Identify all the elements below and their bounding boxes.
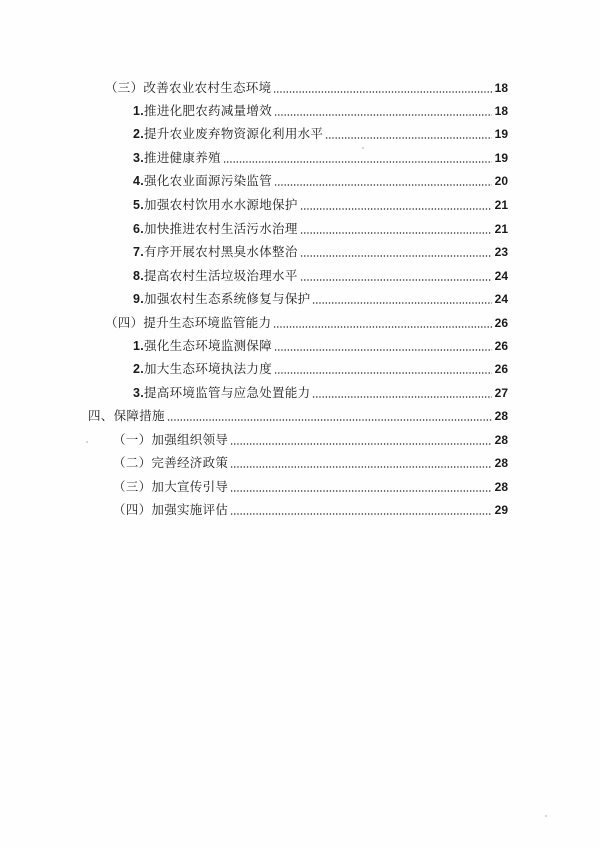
dot-leader: [312, 302, 492, 304]
toc-entry-label: 提升农业废弃物资源化利用水平: [144, 126, 324, 141]
toc-entry-label: 提高农村生活垃圾治理水平: [144, 268, 298, 283]
toc-entry-subsection[interactable]: [133, 100, 508, 122]
dot-leader: [230, 513, 492, 515]
toc-page-number: 29: [494, 503, 508, 517]
toc-entry-subsection[interactable]: [133, 288, 508, 310]
toc-entry-label: 加强农村生态系统修复与保护: [144, 291, 311, 306]
toc-entry-label: （一）加强组织领导: [113, 432, 229, 447]
dot-leader: [300, 232, 492, 234]
toc-entry-section[interactable]: [113, 452, 508, 474]
toc-page-number: 28: [494, 409, 508, 423]
toc-entry-subsection[interactable]: [133, 123, 508, 145]
toc-page-number: 24: [494, 269, 508, 283]
dot-leader: [223, 161, 492, 163]
dot-leader: [273, 326, 492, 328]
toc-entry-subsection[interactable]: [133, 382, 508, 404]
toc-entry-label: 推进健康养殖: [144, 150, 221, 165]
toc-entry-section[interactable]: [113, 499, 508, 521]
toc-entry-number: 8.: [133, 269, 145, 283]
toc-entry-label: 四、保障措施: [88, 408, 165, 423]
toc-page-number: 19: [494, 127, 508, 141]
toc-entry-label: 强化农业面源污染监管: [144, 173, 273, 188]
toc-entry-label: 推进化肥农药减量增效: [144, 103, 273, 118]
toc-entry-label: （三）改善农业农村生态环境: [105, 80, 272, 95]
toc-entry-subsection[interactable]: [133, 358, 508, 380]
toc-entry-subsection[interactable]: [133, 147, 508, 169]
toc-entry-number: 2.: [133, 127, 145, 141]
toc-entry-number: 1.: [133, 339, 145, 353]
toc-entry-number: 6.: [133, 222, 145, 236]
toc-page-number: 24: [494, 292, 508, 306]
toc-entry-label: （二）完善经济政策: [113, 455, 229, 470]
toc-entry-label: （三）加大宣传引导: [113, 479, 229, 494]
dot-leader: [230, 443, 492, 445]
dot-leader: [167, 419, 492, 421]
toc-page-number: 26: [494, 339, 508, 353]
toc-entry-subsection[interactable]: [133, 265, 508, 287]
toc-entry-label: （四）加强实施评估: [113, 502, 229, 517]
toc-page-number: 26: [494, 316, 508, 330]
dot-leader: [274, 184, 492, 186]
dot-leader: [230, 490, 492, 492]
dot-leader: [230, 466, 492, 468]
toc-page-number: 23: [494, 245, 508, 259]
toc-entry-number: 2.: [133, 362, 145, 376]
toc-entry-section[interactable]: [105, 312, 508, 334]
dot-leader: [300, 208, 492, 210]
dot-leader: [273, 91, 492, 93]
dot-leader: [274, 372, 492, 374]
toc-entry-number: 3.: [133, 151, 145, 165]
dot-leader: [312, 396, 492, 398]
toc-page-number: 21: [494, 222, 508, 236]
toc-page-number: 28: [494, 456, 508, 470]
toc-entry-subsection[interactable]: [133, 194, 508, 216]
toc-entry-subsection[interactable]: [133, 335, 508, 357]
toc-entry-subsection[interactable]: [133, 170, 508, 192]
toc-page-number: 18: [494, 104, 508, 118]
toc-entry-subsection[interactable]: [133, 218, 508, 240]
toc-page-number: 28: [494, 433, 508, 447]
toc-entry-label: 加强农村饮用水水源地保护: [144, 197, 298, 212]
dot-leader: [325, 137, 492, 139]
scan-speck: [86, 441, 88, 443]
toc-entry-label: 加大生态环境执法力度: [144, 361, 273, 376]
toc-entry-number: 3.: [133, 386, 145, 400]
toc-entry-number: 7.: [133, 245, 145, 259]
toc-entry-section[interactable]: [113, 476, 508, 498]
toc-page-number: 18: [494, 81, 508, 95]
toc-page-number: 19: [494, 151, 508, 165]
toc-entry-label: 加快推进农村生活污水治理: [144, 221, 298, 236]
toc-page-number: 21: [494, 198, 508, 212]
dot-leader: [274, 349, 492, 351]
toc-page-number: 20: [494, 174, 508, 188]
dot-leader: [300, 279, 492, 281]
toc-entry-label: 强化生态环境监测保障: [144, 338, 273, 353]
toc-entry-number: 4.: [133, 174, 145, 188]
toc-entry-label: （四）提升生态环境监管能力: [105, 315, 272, 330]
toc-page-number: 28: [494, 480, 508, 494]
toc-entry-number: 5.: [133, 198, 145, 212]
toc-entry-section[interactable]: [105, 77, 508, 99]
toc-entry-subsection[interactable]: [133, 241, 508, 263]
toc-entry-number: 9.: [133, 292, 145, 306]
scan-speck: [362, 147, 364, 149]
toc-page-number: 27: [494, 386, 508, 400]
dot-leader: [300, 255, 492, 257]
toc-entry-section[interactable]: [113, 429, 508, 451]
toc-entry-chapter[interactable]: [88, 405, 508, 427]
scan-speck: [545, 815, 547, 817]
toc-entry-label: 提高环境监管与应急处置能力: [144, 385, 311, 400]
toc-page-number: 26: [494, 362, 508, 376]
toc-entry-number: 1.: [133, 104, 145, 118]
toc-entry-label: 有序开展农村黑臭水体整治: [144, 244, 298, 259]
dot-leader: [274, 114, 492, 116]
